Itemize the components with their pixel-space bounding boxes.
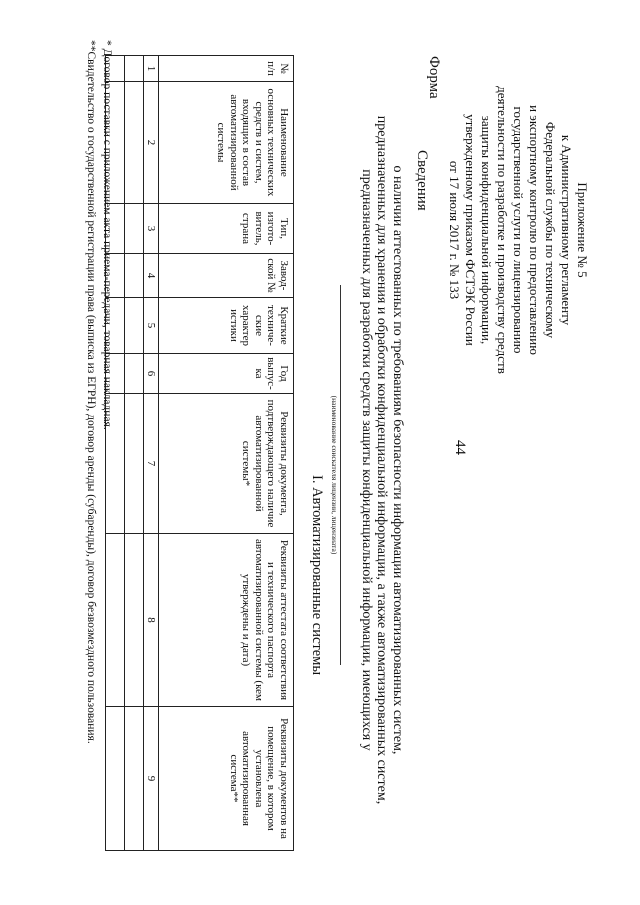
header-cell-premises-doc: Реквизиты документов на помещение, в котором установлена автоматизированная система** [159, 707, 294, 851]
appendix-line: деятельности по разработке и производству средств [495, 86, 510, 374]
table-cell [125, 204, 144, 254]
header-cell-components: Наименование основных технических средств и систем, входящих в состав автоматизированной системы [159, 82, 294, 204]
table-cell [125, 394, 144, 534]
column-number: 1 [144, 56, 159, 82]
header-cell-number: № п/п [159, 56, 294, 82]
table-row [125, 56, 144, 851]
column-number: 8 [144, 534, 159, 707]
table-cell [125, 82, 144, 204]
intro-line: о наличии аттестованных по требованиям безопасности информации автоматизированных систем, [390, 165, 405, 755]
form-label: Форма [426, 56, 442, 99]
header-cell-certificate: Реквизиты аттестата соответствия и технического паспорта автоматизированной системы (кем утверждены и дата) [159, 534, 294, 707]
intro-text [359, 90, 406, 830]
header-cell-type: Тип, изгото-витель, страна [159, 204, 294, 254]
table-cell [125, 254, 144, 298]
header-cell-year: Год выпус-ка [159, 354, 294, 394]
appendix-title: Приложение № 5 [575, 182, 590, 278]
appendix-line: и экспортному контролю по предоставлению [527, 105, 542, 355]
table-cell [125, 534, 144, 707]
appendix-line: государственной услуги по лицензированию [511, 106, 526, 354]
section-title: I. Автоматизированные системы [309, 475, 325, 676]
systems-table [105, 55, 294, 851]
table-cell [125, 354, 144, 394]
licensee-name-line [340, 285, 341, 665]
appendix-block [446, 30, 590, 430]
intro-line: предназначенных для разработки средств защиты конфиденциальной информации, имеющихся у [359, 169, 374, 751]
table-number-row [144, 56, 159, 851]
appendix-line: защиты конфиденциальной информации, [479, 115, 494, 345]
header-cell-characteristics: Краткие техниче-ские характер истики [159, 298, 294, 354]
table-cell [125, 56, 144, 82]
document-title: Сведения [414, 150, 430, 211]
column-number: 6 [144, 354, 159, 394]
appendix-line: от 17 июля 2017 г. № 133 [447, 160, 462, 300]
table-cell [125, 298, 144, 354]
column-number: 3 [144, 204, 159, 254]
appendix-line: Федеральной службы по техническому [543, 121, 558, 339]
column-number: 5 [144, 298, 159, 354]
page-number: 44 [452, 440, 468, 455]
licensee-name-caption: (наименование соискателя лицензии, лицензиата) [330, 395, 339, 555]
appendix-line: к Административному регламенту [559, 134, 574, 326]
table-header-row [159, 56, 294, 851]
table-cell [125, 707, 144, 851]
footnote: **Свидетельство о государственной регистрации права (выписка из ЕГРН), договор аренды (субаренды), договор безвозмездного пользования. [85, 40, 97, 744]
column-number: 7 [144, 394, 159, 534]
intro-line: предназначенных для хранения и обработки конфиденциальной информации, а также автоматизированных систем, [374, 115, 390, 805]
header-cell-serial: Завод-ской № [159, 254, 294, 298]
footnote: * Договор поставки с приложением акта приема-передачи, товарная накладная. [101, 40, 113, 430]
appendix-line: утвержденному приказом ФСТЭК России [463, 114, 478, 346]
column-number: 2 [144, 82, 159, 204]
column-number: 9 [144, 707, 159, 851]
header-cell-ownership-doc: Реквизиты документа, подтверждающего наличие автоматизированной системы* [159, 394, 294, 534]
column-number: 4 [144, 254, 159, 298]
